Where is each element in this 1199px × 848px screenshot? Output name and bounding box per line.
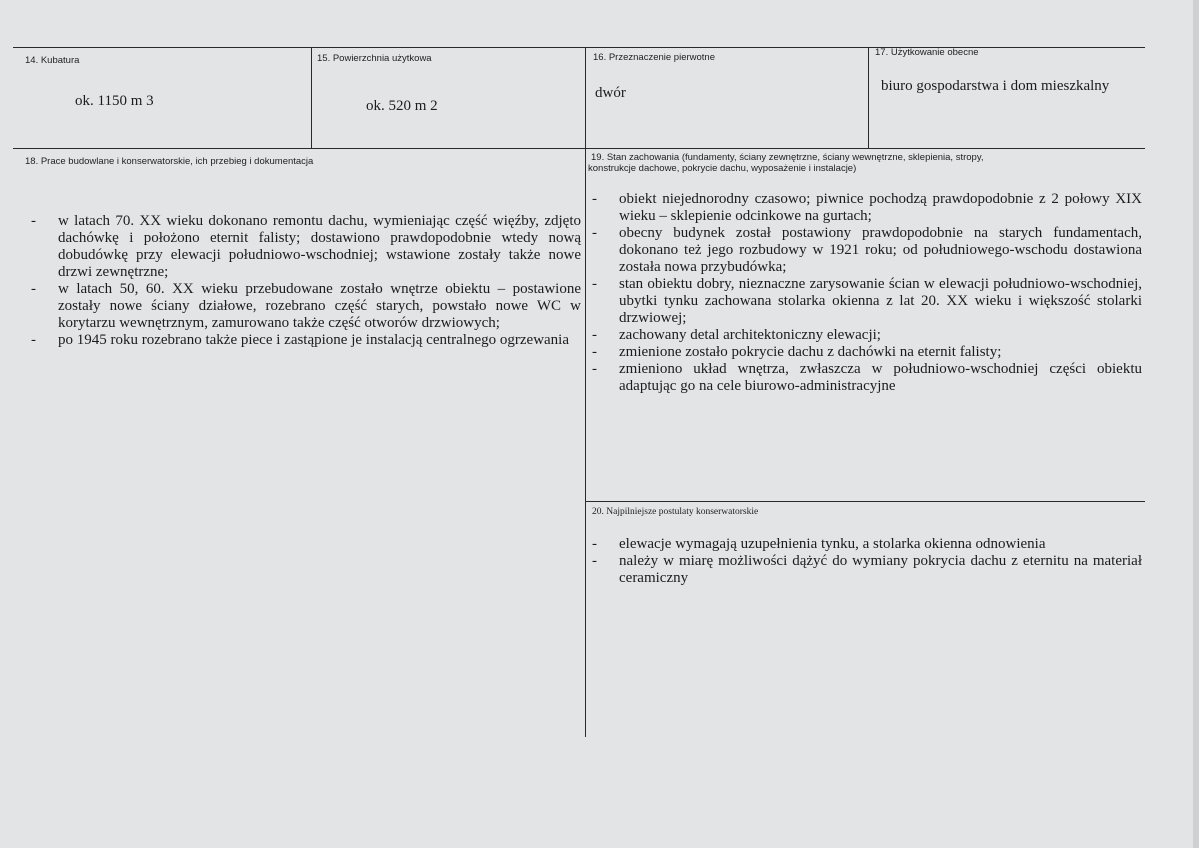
list-item: - zachowany detal architektoniczny elewacji; <box>592 327 1142 344</box>
list-item: - w latach 50, 60. XX wieku przebudowane zostało wnętrze obiektu – postawione zostały nowe ściany działowe, rozebrano część starych, powstało nowe WC w korytarzu wewnętrznym, zamurowano także część otworów drzwiowych; <box>31 281 581 332</box>
list-item: - w latach 70. XX wieku dokonano remontu dachu, wymieniając część więźby, zdjęto dachówkę i położono eternit falisty; dostawiono prawdopodobnie wtedy nową dobudówkę przy elewacji południowo-wschodniej; wstawione zostały także nowe drzwi zewnętrzne; <box>31 213 581 281</box>
field-14-value: ok. 1150 m 3 <box>75 93 154 109</box>
col-divider-16-17 <box>868 47 869 148</box>
field-15-value: ok. 520 m 2 <box>366 98 438 114</box>
field-19-label-line1: 19. Stan zachowania (fundamenty, ściany zewnętrzne, ściany wewnętrzne, sklepienia, stropy, <box>591 152 984 163</box>
field-18-label: 18. Prace budowlane i konserwatorskie, ich przebieg i dokumentacja <box>25 156 314 167</box>
field-15-label: 15. Powierzchnia użytkowa <box>317 53 432 64</box>
list-item: - należy w miarę możliwości dążyć do wymiany pokrycia dachu z eternitu na materiał ceramiczny <box>592 553 1142 587</box>
field-19-list <box>592 191 1142 395</box>
row-divider <box>13 148 1145 149</box>
list-item: - elewacje wymagają uzupełnienia tynku, a stolarka okienna odnowienia <box>592 536 1142 553</box>
scan-edge <box>1193 0 1199 848</box>
field-19-label-line2: konstrukcje dachowe, pokrycie dachu, wyposażenie i instalacje) <box>588 163 857 174</box>
col-divider-14-15 <box>311 47 312 148</box>
field-14-label: 14. Kubatura <box>25 55 80 66</box>
col-divider-main <box>585 47 586 737</box>
field-18-list <box>31 213 581 349</box>
field-17-label: 17. Użytkowanie obecne <box>875 47 979 58</box>
list-item: - zmienione zostało pokrycie dachu z dachówki na eternit falisty; <box>592 344 1142 361</box>
field-20-list <box>592 536 1142 587</box>
list-item: - stan obiektu dobry, nieznaczne zarysowanie ścian w elewacji południowo-wschodniej, ubytki tynku zachowana stolarka okienna z lat 20. XX wieku i większość stolarki drzwiowej; <box>592 276 1142 327</box>
field-16-value: dwór <box>595 85 626 101</box>
list-item: - po 1945 roku rozebrano także piece i zastąpione je instalacją centralnego ogrzewania <box>31 332 581 349</box>
field-17-value: biuro gospodarstwa i dom mieszkalny <box>881 78 1110 94</box>
section-divider-20 <box>586 501 1145 502</box>
list-item: - obecny budynek został postawiony prawdopodobnie na starych fundamentach, dokonano też jego rozbudowy w 1921 roku; od południowego-wschodu dostawiona została nowa przybudówka; <box>592 225 1142 276</box>
field-20-label: 20. Najpilniejsze postulaty konserwatorskie <box>592 507 759 517</box>
list-item: - obiekt niejednorodny czasowo; piwnice pochodzą prawdopodobnie z 2 połowy XIX wieku – sklepienie odcinkowe na gurtach; <box>592 191 1142 225</box>
list-item: - zmieniono układ wnętrza, zwłaszcza w południowo-wschodniej części obiektu adaptując go na cele biurowo-administracyjne <box>592 361 1142 395</box>
field-16-label: 16. Przeznaczenie pierwotne <box>593 52 715 63</box>
